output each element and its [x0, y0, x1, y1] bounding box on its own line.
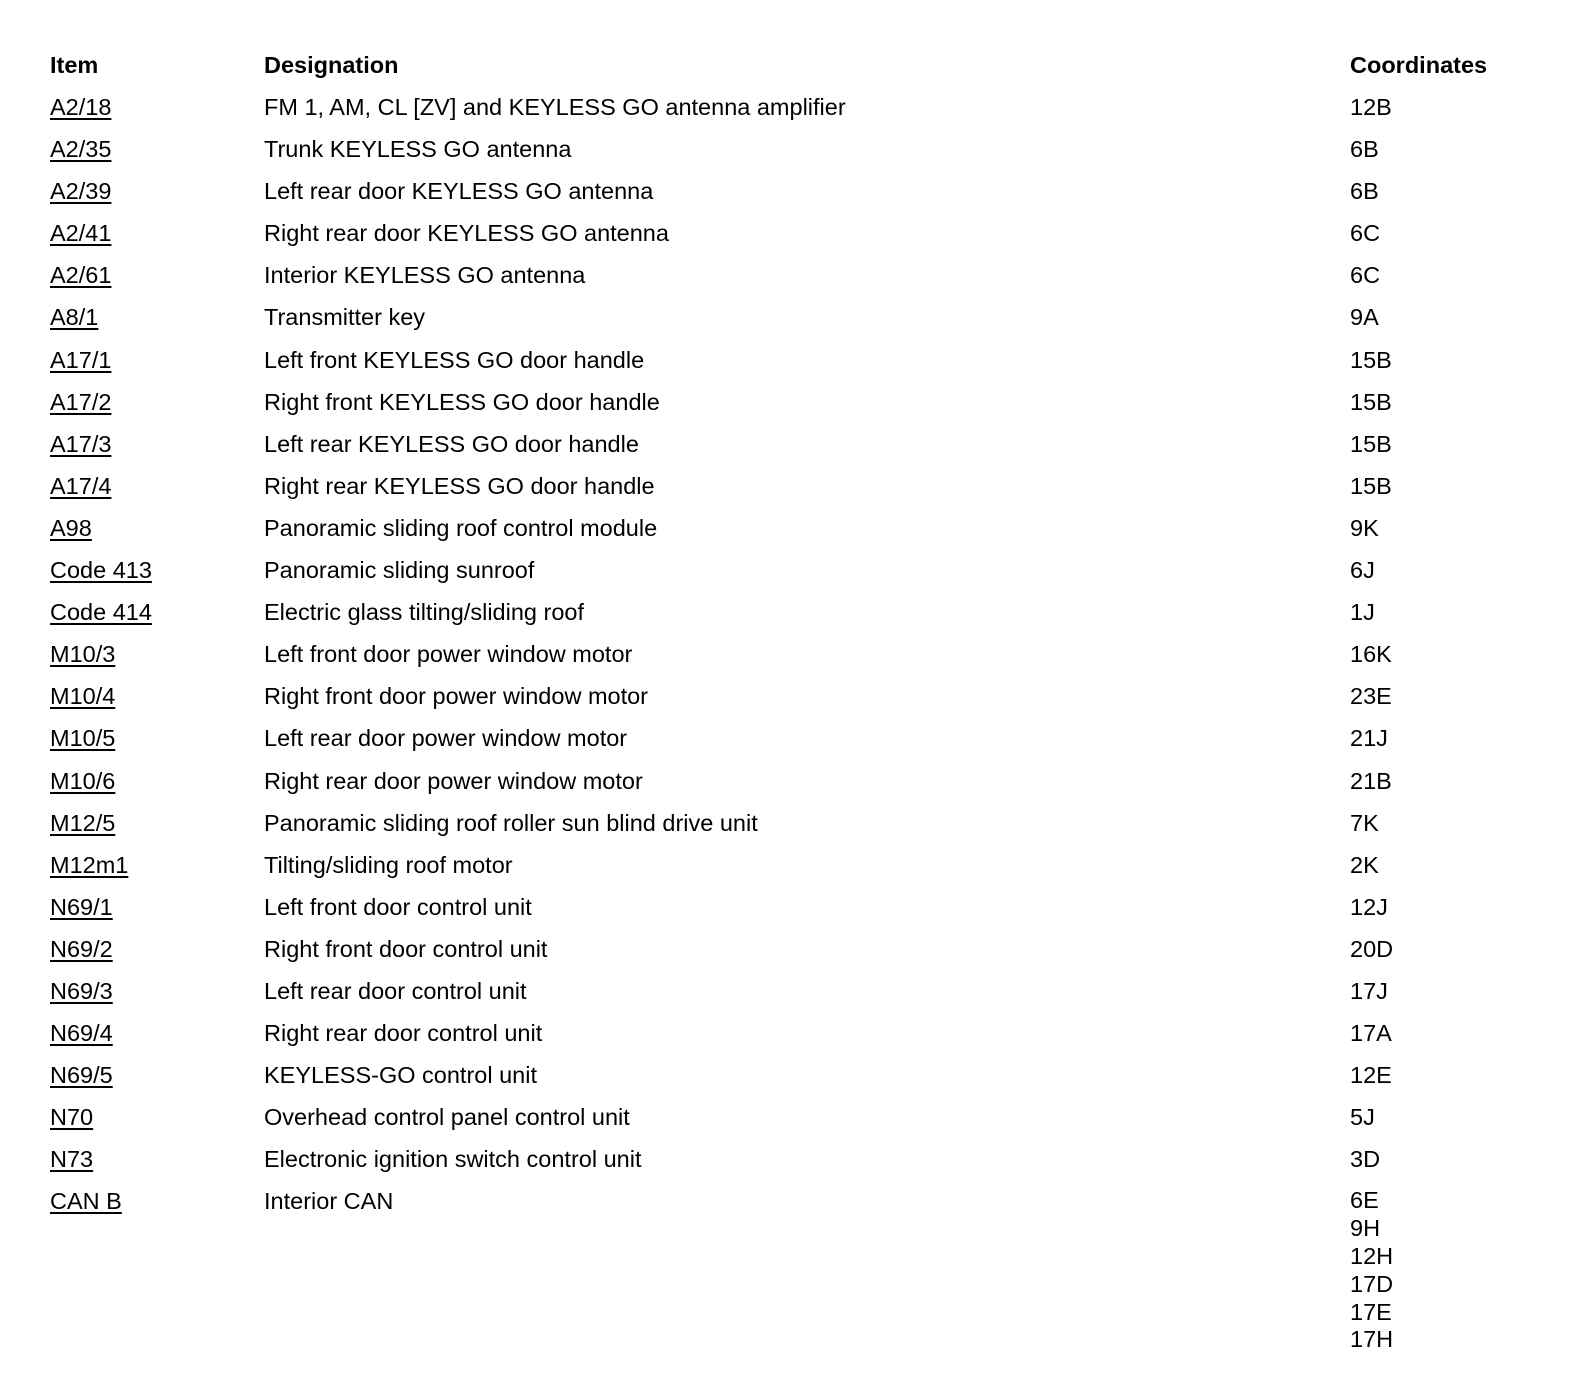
coordinates-cell: 15B — [1350, 430, 1392, 457]
coordinates-cell: 20D — [1350, 935, 1394, 962]
table-row — [50, 298, 1550, 340]
designation-cell: Electronic ignition switch control unit — [264, 1146, 642, 1173]
legend-table — [50, 46, 1550, 1353]
item-cell — [50, 298, 98, 336]
table-row — [50, 677, 1550, 719]
item-link[interactable]: A17/1 — [50, 346, 112, 373]
table-row — [50, 1098, 1550, 1140]
item-link[interactable]: M10/3 — [50, 641, 116, 668]
table-row — [50, 635, 1550, 677]
item-link[interactable]: A8/1 — [50, 304, 99, 331]
item-cell — [50, 341, 111, 379]
item-cell — [50, 930, 113, 968]
coordinates-cell: 16K — [1350, 641, 1392, 668]
designation-cell: Trunk KEYLESS GO antenna — [264, 136, 572, 163]
coordinates-cell: 1J — [1350, 599, 1375, 626]
item-link[interactable]: A2/39 — [50, 178, 112, 205]
designation-cell: Right rear door power window motor — [264, 767, 643, 794]
table-row — [50, 1014, 1550, 1056]
item-cell — [50, 762, 115, 800]
coordinates-cell: 2K — [1350, 851, 1379, 878]
designation-cell: Right front door power window motor — [264, 683, 649, 710]
designation-cell: Left rear door control unit — [264, 977, 527, 1004]
item-link[interactable]: M12/5 — [50, 809, 116, 836]
coordinate-value: 12H — [1350, 1243, 1394, 1270]
item-cell — [50, 1014, 113, 1052]
item-link[interactable]: A17/3 — [50, 430, 112, 457]
item-cell — [50, 804, 115, 842]
designation-cell: Panoramic sliding roof roller sun blind drive unit — [264, 809, 758, 836]
item-cell — [50, 130, 111, 168]
item-link[interactable]: M10/6 — [50, 767, 116, 794]
designation-cell: Panoramic sliding sunroof — [264, 557, 535, 584]
item-cell — [50, 677, 115, 715]
coordinates-cell: 21B — [1350, 767, 1392, 794]
designation-cell: Right rear door control unit — [264, 1020, 543, 1047]
coordinate-value: 17H — [1350, 1326, 1394, 1353]
table-row — [50, 172, 1550, 214]
item-link[interactable]: M10/5 — [50, 725, 116, 752]
item-cell — [50, 635, 115, 673]
coordinates-cell: 9A — [1350, 304, 1379, 331]
coordinates-cell: 21J — [1350, 725, 1388, 752]
table-row — [50, 930, 1550, 972]
designation-cell: Right rear door KEYLESS GO antenna — [264, 220, 669, 247]
coordinates-cell: 23E — [1350, 683, 1392, 710]
designation-cell: Left rear KEYLESS GO door handle — [264, 430, 639, 457]
coordinates-cell: 6B — [1350, 178, 1379, 205]
item-cell — [50, 719, 115, 757]
coordinate-value: 6E — [1350, 1187, 1379, 1214]
item-link[interactable]: CAN B — [50, 1188, 122, 1215]
coordinates-cell: 17J — [1350, 977, 1388, 1004]
coordinates-cell: 17A — [1350, 1020, 1392, 1047]
item-link[interactable]: Code 413 — [50, 557, 152, 584]
header-coordinates: Coordinates — [1350, 52, 1488, 78]
item-link[interactable]: A2/18 — [50, 94, 112, 120]
coordinates-cell: 6C — [1350, 220, 1381, 247]
item-link[interactable]: A2/41 — [50, 220, 112, 247]
item-link[interactable]: M12m1 — [50, 851, 129, 878]
item-link[interactable]: N69/2 — [50, 935, 113, 962]
table-row — [50, 130, 1550, 172]
coordinates-cell: 6B — [1350, 136, 1379, 163]
item-link[interactable]: Code 414 — [50, 599, 152, 626]
table-row — [50, 1140, 1550, 1182]
item-cell — [50, 425, 111, 463]
coordinates-cell: 12E — [1350, 1062, 1392, 1089]
item-link[interactable]: N69/3 — [50, 977, 113, 1004]
coordinate-value: 17D — [1350, 1270, 1394, 1297]
table-row — [50, 214, 1550, 256]
coordinates-cell: 15B — [1350, 472, 1392, 499]
table-row — [50, 593, 1550, 635]
item-link[interactable]: N69/4 — [50, 1020, 113, 1047]
table-row — [50, 762, 1550, 804]
item-cell — [50, 88, 111, 126]
item-cell — [50, 593, 152, 631]
coordinates-cell: 5J — [1350, 1104, 1375, 1131]
designation-cell: Interior CAN — [264, 1188, 394, 1215]
designation-cell: Interior KEYLESS GO antenna — [264, 262, 586, 289]
item-link[interactable]: N69/5 — [50, 1062, 113, 1089]
designation-cell: KEYLESS-GO control unit — [264, 1062, 537, 1089]
item-link[interactable]: A2/61 — [50, 262, 112, 289]
designation-cell: Left rear door power window motor — [264, 725, 628, 752]
coordinate-value: 17E — [1350, 1298, 1392, 1325]
table-row — [50, 972, 1550, 1014]
designation-cell: Right rear KEYLESS GO door handle — [264, 472, 655, 499]
table-row — [50, 888, 1550, 930]
item-cell — [50, 256, 111, 294]
table-row — [50, 509, 1550, 551]
table-body — [50, 88, 1550, 1353]
header-designation: Designation — [264, 52, 399, 78]
coordinates-cell: 3D — [1350, 1146, 1381, 1173]
table-row — [50, 467, 1550, 509]
item-link[interactable]: N70 — [50, 1104, 94, 1131]
designation-cell: Right front door control unit — [264, 935, 548, 962]
item-cell — [50, 214, 111, 252]
item-cell — [50, 467, 111, 505]
table-row — [50, 341, 1550, 383]
table-row — [50, 719, 1550, 761]
coordinate-value: 9H — [1350, 1215, 1381, 1242]
table-row — [50, 551, 1550, 593]
coordinates-cell: 12J — [1350, 893, 1388, 920]
item-cell — [50, 383, 111, 421]
coordinates-cell: 6J — [1350, 557, 1375, 584]
table-header — [50, 46, 1550, 88]
item-cell — [50, 972, 113, 1010]
item-link[interactable]: M10/4 — [50, 683, 116, 710]
table-row — [50, 425, 1550, 467]
coordinates-cell: 6C — [1350, 262, 1381, 289]
designation-cell: FM 1, AM, CL [ZV] and KEYLESS GO antenna amplifier — [264, 94, 846, 120]
coordinates-cell: 15B — [1350, 346, 1392, 373]
designation-cell: Right front KEYLESS GO door handle — [264, 388, 660, 415]
coordinates-cell: 9K — [1350, 514, 1379, 541]
designation-cell: Overhead control panel control unit — [264, 1104, 630, 1131]
designation-cell: Electric glass tilting/sliding roof — [264, 599, 584, 626]
designation-cell: Transmitter key — [264, 304, 426, 331]
table-row — [50, 383, 1550, 425]
item-cell — [50, 1140, 93, 1178]
item-link[interactable]: A98 — [50, 514, 92, 541]
item-cell — [50, 1182, 122, 1220]
item-link[interactable]: A17/2 — [50, 388, 112, 415]
table-row — [50, 256, 1550, 298]
table-row — [50, 88, 1550, 130]
header-item: Item — [50, 52, 99, 78]
item-link[interactable]: A17/4 — [50, 472, 112, 499]
item-link[interactable]: N69/1 — [50, 893, 113, 920]
item-cell — [50, 172, 111, 210]
designation-cell: Left rear door KEYLESS GO antenna — [264, 178, 654, 205]
table-row — [50, 846, 1550, 888]
item-link[interactable]: N73 — [50, 1146, 94, 1173]
coordinates-cell: 15B — [1350, 388, 1392, 415]
item-link[interactable]: A2/35 — [50, 136, 112, 163]
table-row — [50, 1056, 1550, 1098]
item-cell — [50, 551, 152, 589]
coordinates-cell: 7K — [1350, 809, 1379, 836]
designation-cell: Panoramic sliding roof control module — [264, 514, 658, 541]
item-cell — [50, 509, 92, 547]
item-cell — [50, 1056, 113, 1094]
table-row-can-b — [50, 1182, 1550, 1353]
coordinates-cell: 12B — [1350, 94, 1392, 120]
designation-cell: Left front door power window motor — [264, 641, 633, 668]
item-cell — [50, 1098, 93, 1136]
designation-cell: Left front KEYLESS GO door handle — [264, 346, 645, 373]
item-cell — [50, 846, 128, 884]
designation-cell: Tilting/sliding roof motor — [264, 851, 513, 878]
item-cell — [50, 888, 113, 926]
designation-cell: Left front door control unit — [264, 893, 532, 920]
coordinates-cell-stack — [1350, 1182, 1393, 1354]
table-row — [50, 804, 1550, 846]
